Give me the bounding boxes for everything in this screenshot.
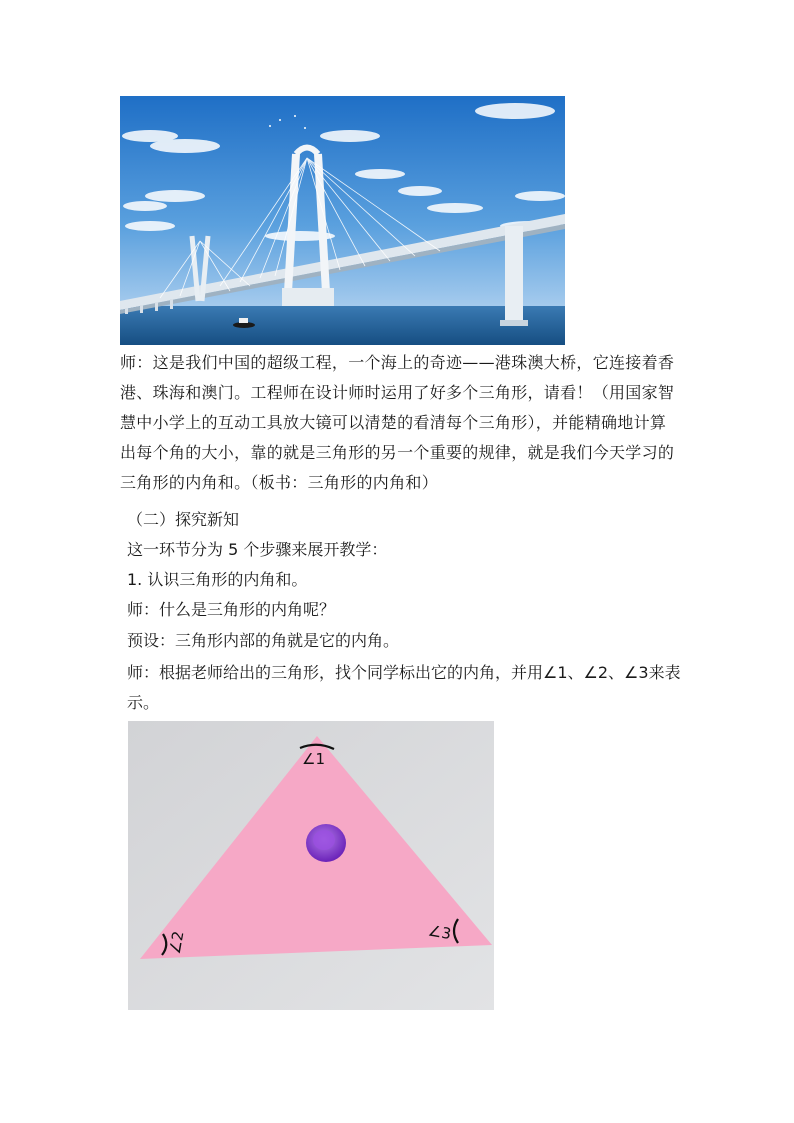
preset-answer: 预设：三角形内部的角就是它的内角。 bbox=[127, 631, 400, 650]
section-heading: （二）探究新知 bbox=[127, 510, 240, 529]
intro-paragraph: 师：这是我们中国的超级工程，一个海上的奇迹——港珠澳大桥，它连接着香港、珠海和澳门。工程师在设计师时运用了好多个三角形，请看！（用国家智慧中小学上的互动工具放大镜可以清楚的看清每个三角形），并能精确地计算出每个角的大小，靠的就是三角形的另一个重要的规律，就是我们今天学习的三角形的内角和。（板书：三角形的内角和） bbox=[120, 353, 675, 492]
teacher-question: 师：什么是三角形的内角呢？ bbox=[127, 600, 336, 619]
teacher-instruction: 师：根据老师给出的三角形，找个同学标出它的内角，并用∠1、∠2、∠3来表示。 bbox=[127, 663, 681, 712]
angle-label-3: ∠3 bbox=[426, 921, 453, 944]
bridge-photo bbox=[120, 96, 565, 345]
angle-label-1: ∠1 bbox=[302, 750, 325, 768]
angle-label-2: ∠2 bbox=[165, 929, 188, 956]
step-1: 1. 认识三角形的内角和。 bbox=[127, 570, 308, 589]
steps-intro: 这一环节分为 5 个步骤来展开教学： bbox=[127, 540, 388, 559]
triangle-photo bbox=[128, 721, 494, 1010]
